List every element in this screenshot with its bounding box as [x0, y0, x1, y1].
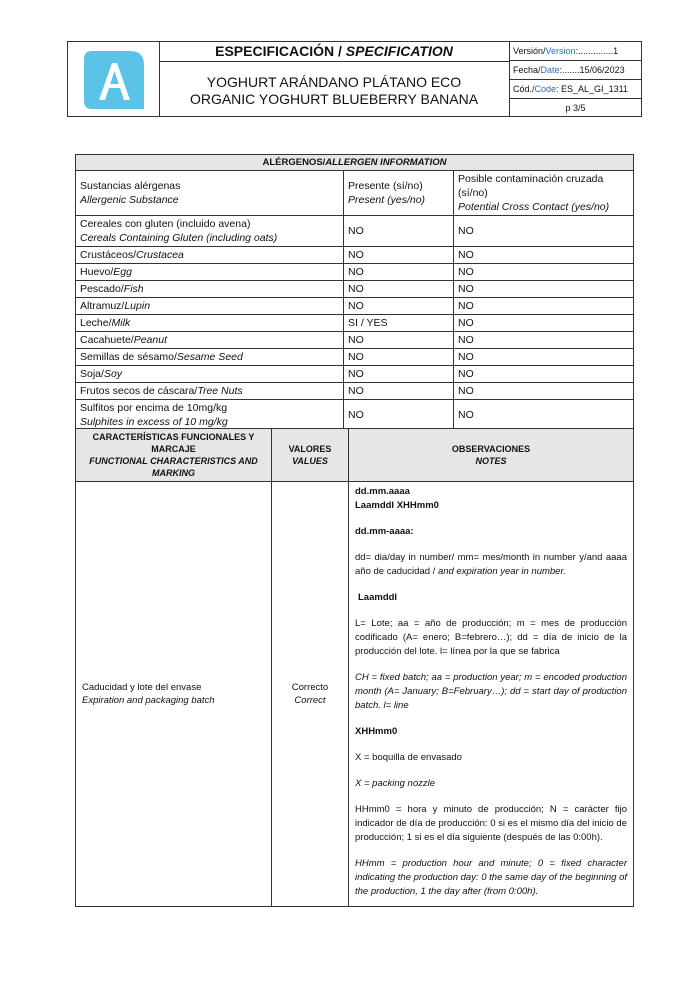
version-row: Versión/Version:..............1 — [509, 42, 642, 61]
col-substance-header: Sustancias alérgenas Allergenic Substance — [76, 171, 344, 216]
allergen-table-title: ALÉRGENOS/ALLERGEN INFORMATION — [76, 155, 634, 171]
table-row: Sulfitos por encima de 10mg/kg Sulphites in excess of 10 mg/kg NO NO — [76, 400, 634, 431]
table-row: Frutos secos de cáscara/Tree Nuts NO NO — [76, 383, 634, 400]
title-cell — [159, 42, 510, 116]
characteristic-cell: Caducidad y lote del envase Expiration and packaging batch — [76, 482, 272, 907]
company-logo-icon — [84, 51, 144, 109]
table-row: Soja/Soy NO NO — [76, 366, 634, 383]
table-row: Crustáceos/Crustacea NO NO — [76, 247, 634, 264]
table-row: Huevo/Egg NO NO — [76, 264, 634, 281]
page-number: p 3/5 — [565, 103, 586, 113]
value-cell: Correcto Correct — [272, 482, 349, 907]
table-row: Altramuz/Lupin NO NO — [76, 298, 634, 315]
product-name — [159, 62, 509, 108]
date-row: Fecha/Date:.......15/06/2023 — [509, 61, 642, 80]
code-row: Cód./Code: ES_AL_GI_1311 — [509, 80, 642, 99]
document-title: ESPECIFICACIÓN / SPECIFICATION — [159, 42, 509, 62]
logo-cell — [68, 42, 160, 116]
table-row: Cacahuete/Peanut NO NO — [76, 332, 634, 349]
col-cross-header: Posible contaminación cruzada (sí/no) Potential Cross Contact (yes/no) — [454, 171, 634, 216]
col-notes-header: OBSERVACIONES NOTES — [349, 429, 634, 482]
allergen-table — [75, 154, 634, 431]
col-present-header: Presente (sí/no) Present (yes/no) — [344, 171, 454, 216]
document-header — [67, 41, 642, 117]
table-row — [76, 482, 634, 907]
table-row: Cereales con gluten (incluido avena) Cereals Containing Gluten (including oats) NO NO — [76, 216, 634, 247]
product-name-es: YOGHURT ARÁNDANO PLÁTANO ECO — [206, 74, 462, 90]
document-meta — [509, 42, 642, 116]
table-row: Leche/Milk SI / YES NO — [76, 315, 634, 332]
product-name-en: ORGANIC YOGHURT BLUEBERRY BANANA — [189, 91, 479, 107]
table-row: Semillas de sésamo/Sesame Seed NO NO — [76, 349, 634, 366]
col-characteristics-header: CARACTERÍSTICAS FUNCIONALES Y MARCAJE FUNCTIONAL CHARACTERISTICS AND MARKING — [76, 429, 272, 482]
allergen-header-row — [76, 171, 634, 216]
notes-cell: dd.mm.aaaa Laamddl XHHmm0 dd.mm-aaaa: dd= dia/day in number/ mm= mes/month in number y/and aaaa año de caducidad / and expiration year in number. Laamddl L= Lote; aa = año de producción; m = mes de producción codificado (A= enero; B=febrero…); dd = día de inicio de la producción del lote. l= línea por la que se fabrica CH = fixed batch; aa = production year; m = encoded production month (A= January; B=February…); dd = start day of production batch. l= line XHHmm0 X = boquilla de envasado X = packing nozzle HHmm0 = hora y minuto de producción; N = carácter fijo indicador de día de producción: 0 si es el mismo día del inicio de producción; 1 si es el día siguiente (después de las 0:00h). HHmm = production hour and minute; 0 = fixed character indicating the production day: 0 the same day of the beginning of the production, 1 the day after (from 0:00h). — [349, 482, 634, 907]
table-row: Pescado/Fish NO NO — [76, 281, 634, 298]
functional-header-row — [76, 429, 634, 482]
col-values-header: VALORES VALUES — [272, 429, 349, 482]
functional-characteristics-table — [75, 428, 634, 907]
